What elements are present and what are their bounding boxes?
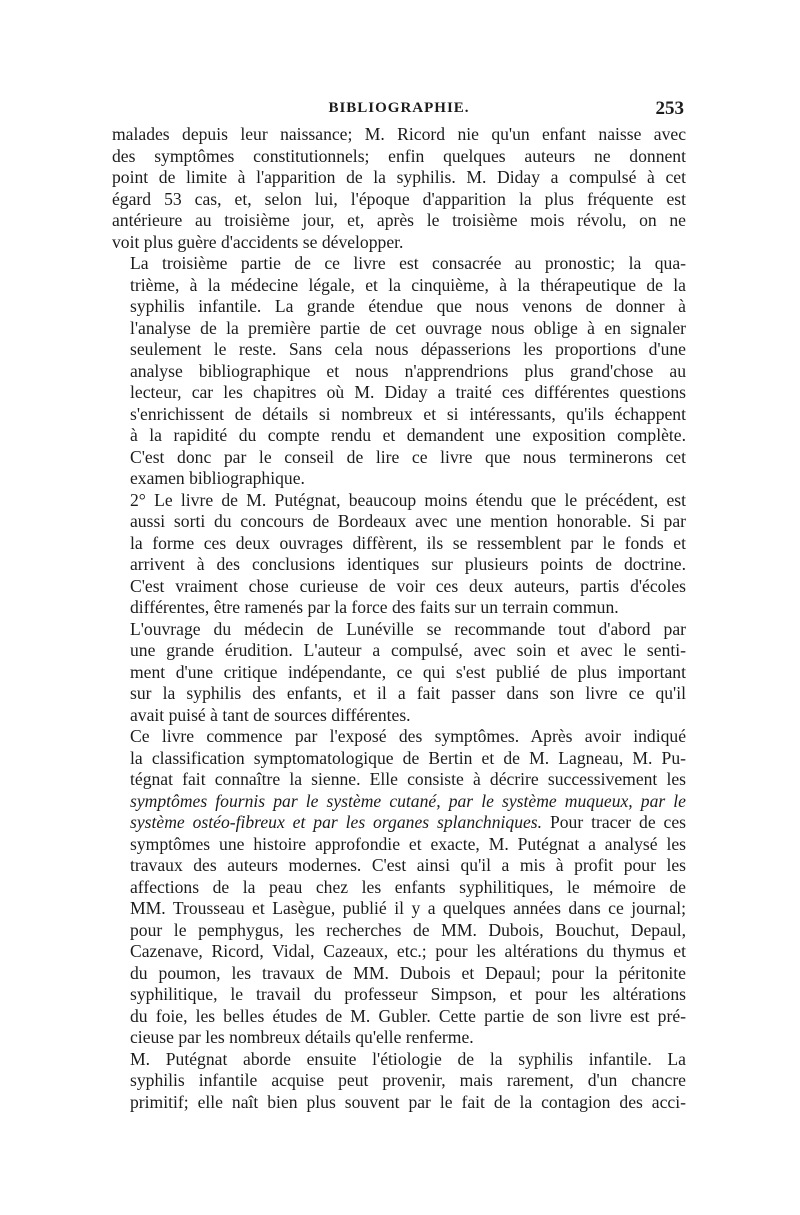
text-line: l'analyse de la première partie de cet ouvrage nous oblige à en signaler <box>130 317 686 338</box>
text-line: différentes, être ramenés par la force des faits sur un terrain commun. <box>130 597 619 617</box>
text-line: voit plus guère d'accidents se développer. <box>112 231 404 252</box>
text-line: La troisième partie de ce livre est consacrée au pronostic; la qua- <box>130 253 686 273</box>
page-body <box>112 124 686 1113</box>
text-line: du poumon, les travaux de MM. Dubois et Depaul; pour la péritonite <box>130 962 686 983</box>
text-line: tégnat fait connaître la sienne. Elle consiste à décrire successivement les <box>130 769 686 789</box>
text-line: syphilis infantile. La grande étendue que nous venons de donner à <box>130 296 686 316</box>
text-line: syphilis infantile acquise peut provenir, mais rarement, d'un chancre <box>130 1070 686 1090</box>
text-line: C'est donc par le conseil de lire ce livre que nous terminerons cet <box>130 446 686 467</box>
text-line: système ostéo-fibreux et par les organes splanchniques. Pour tracer de ces <box>130 812 686 832</box>
text-line: point de limite à l'apparition de la syphilis. M. Diday a compulsé à cet <box>112 167 686 187</box>
text-line: égard 53 cas, et, selon lui, l'époque d'apparition la plus fréquente est <box>112 188 686 209</box>
paragraph <box>112 253 686 490</box>
text-line: cieuse par les nombreux détails qu'elle renferme. <box>130 1027 474 1047</box>
paragraph <box>112 619 686 727</box>
text-line: du foie, les belles études de M. Gubler. Cette partie de son livre est pré- <box>130 1005 686 1026</box>
text-line: la classification symptomatologique de Bertin et de M. Lagneau, M. Pu- <box>130 747 686 768</box>
text-line: trième, à la médecine légale, et la cinquième, à la thérapeutique de la <box>130 274 686 295</box>
paragraph <box>112 1049 686 1114</box>
text-line: Ce livre commence par l'exposé des symptômes. Après avoir indiqué <box>130 726 686 746</box>
text-line: affections de la peau chez les enfants syphilitiques, le mémoire de <box>130 876 686 897</box>
text-line: ment d'une critique indépendante, ce qui s'est publié de plus important <box>130 661 686 682</box>
paragraph <box>112 124 686 253</box>
page-header <box>112 96 686 118</box>
text-line: antérieure au troisième jour, et, après le troisième mois révolu, on ne <box>112 210 686 230</box>
page-number: 253 <box>655 98 684 119</box>
text-line: aussi sorti du concours de Bordeaux avec une mention honorable. Si par <box>130 511 686 531</box>
text-line: symptômes une histoire approfondie et exacte, M. Putégnat a analysé les <box>130 833 686 854</box>
text-line: avait puisé à tant de sources différentes. <box>130 704 411 725</box>
book-page <box>112 96 686 1113</box>
text-line: 2° Le livre de M. Putégnat, beaucoup moins étendu que le précédent, est <box>130 489 686 510</box>
text-line: travaux des auteurs modernes. C'est ainsi qu'il a mis à profit pour les <box>130 855 686 875</box>
text-line: seulement le reste. Sans cela nous dépasserions les proportions d'une <box>130 339 686 359</box>
text-line: MM. Trousseau et Lasègue, publié il y a quelques années dans ce journal; <box>130 898 686 918</box>
paragraph <box>112 726 686 1049</box>
text-line: s'enrichissent de détails si nombreux et si intéressants, qu'ils échappent <box>130 403 686 424</box>
text-line: des symptômes constitutionnels; enfin quelques auteurs ne donnent <box>112 145 686 166</box>
text-line: lecteur, car les chapitres où M. Diday a traité ces différentes questions <box>130 382 686 402</box>
text-line: analyse bibliographique et nous n'apprendrions plus grand'chose au <box>130 360 686 381</box>
text-line: malades depuis leur naissance; M. Ricord nie qu'un enfant naisse avec <box>112 124 686 144</box>
text-line: la forme ces deux ouvrages diffèrent, ils se ressemblent par le fonds et <box>130 532 686 553</box>
text-line: M. Putégnat aborde ensuite l'étiologie de la syphilis infantile. La <box>130 1048 686 1069</box>
text-line: sur la syphilis des enfants, et il a fait passer dans son livre ce qu'il <box>130 683 686 703</box>
text-line: C'est vraiment chose curieuse de voir ces deux auteurs, partis d'écoles <box>130 575 686 596</box>
text-line: à la rapidité du compte rendu et demandent une exposition complète. <box>130 425 686 445</box>
text-line: primitif; elle naît bien plus souvent par le fait de la contagion des acci- <box>130 1091 686 1112</box>
text-line: syphilitique, le travail du professeur Simpson, et pour les altérations <box>130 984 686 1004</box>
text-line: L'ouvrage du médecin de Lunéville se recommande tout d'abord par <box>130 618 686 639</box>
text-line: pour le pemphygus, les recherches de MM. Dubois, Bouchut, Depaul, <box>130 919 686 940</box>
text-line: symptômes fournis par le système cutané, par le système muqueux, par le <box>130 790 686 811</box>
text-line: arrivent à des conclusions identiques sur plusieurs points de doctrine. <box>130 554 686 574</box>
paragraph <box>112 490 686 619</box>
text-line: Cazenave, Ricord, Vidal, Cazeaux, etc.; pour les altérations du thymus et <box>130 941 686 961</box>
text-line: examen bibliographique. <box>130 468 305 488</box>
text-line: une grande érudition. L'auteur a compulsé, avec soin et avec le senti- <box>130 640 686 660</box>
running-title: BIBLIOGRAPHIE. <box>328 100 470 116</box>
